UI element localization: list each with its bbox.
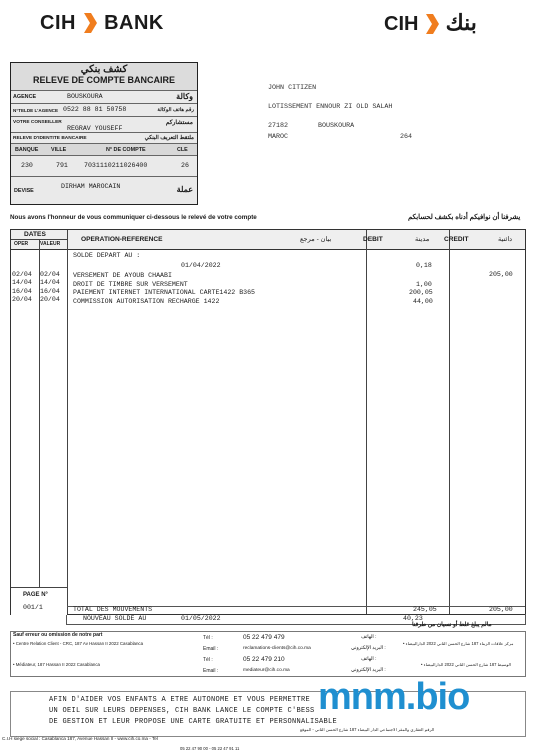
total-movements-label: TOTAL DES MOUVEMENTS bbox=[73, 606, 153, 613]
watermark: mnm.bio bbox=[318, 676, 470, 718]
client-number: 264 bbox=[400, 133, 413, 141]
total-credit: 205,00 bbox=[489, 606, 513, 613]
contact-box: Sauf erreur ou omission de notre part • Centre Relation Client - CRC, 187 Av Hassan II 2022 Casablanca • Médiateur, 187 Hassan II 2022 Casablanca Tél : 05 22 479 479 Email : reclamations-clients@cih.co.ma Tél : 05 22 479 210 Email : mediateur@cih.co.ma الهاتف : البريد الإلكتروني : الهاتف : البريد الإلكتروني : • مركز علاقات الزبناء 187 شارع الحسن الثاني 2022 الدارالبيضاء • الوسيط 187 شارع الحسن الثاني 2022 الدارالبيضاء bbox=[10, 631, 526, 677]
client-name: JOHN CITIZEN bbox=[268, 84, 317, 92]
agency-phone-value: 0522 88 81 50758 bbox=[63, 106, 127, 113]
intro-french: Nous avons l'honneur de vous communiquer ci-dessous le relevé de votre compte bbox=[10, 214, 257, 221]
debit-header: DEBIT bbox=[363, 236, 383, 243]
opening-balance-value: 0,18 bbox=[416, 262, 432, 269]
cih-chevron-icon bbox=[82, 12, 98, 34]
legal-footer-arabic: الرقم العقاري والمقر الاجتماعي الدار البيضاء 187 شارع الحسن الثاني - الموقع bbox=[300, 727, 435, 732]
advisor-value: REGRAV YOUSEFF bbox=[67, 125, 123, 132]
mediator-email[interactable]: mediateur@cih.co.ma bbox=[243, 668, 290, 673]
crc-phone[interactable]: 05 22 479 479 bbox=[243, 634, 285, 641]
page-number-box: PAGE N° 001/1 bbox=[11, 587, 67, 615]
crc-email[interactable]: reclamations-clients@cih.co.ma bbox=[243, 646, 311, 651]
title-french: RELEVE DE COMPTE BANCAIRE bbox=[32, 75, 175, 85]
new-balance-date: 01/05/2022 bbox=[181, 615, 221, 622]
new-balance-value: 40,23 bbox=[403, 615, 423, 622]
operation-header: OPERATION-REFERENCE bbox=[81, 236, 163, 243]
new-balance-label: NOUVEAU SOLDE AU bbox=[83, 615, 147, 622]
intro-arabic: يشرفنا أن نوافيكم أدناه بكشف لحسابكم bbox=[408, 214, 521, 221]
oper-header: OPER bbox=[14, 241, 29, 247]
cih-bank-logo-right: CIH بنك bbox=[384, 10, 477, 35]
page-number: 001/1 bbox=[23, 604, 43, 611]
city-code: 791 bbox=[56, 162, 68, 169]
legal-footer-numbers: 05 22 47 90 00 - 05 22 47 91 11 bbox=[180, 746, 240, 751]
client-address-line: LOTISSEMENT ENNOUR ZI OLD SALAH bbox=[268, 103, 393, 111]
total-debit: 245,05 bbox=[413, 606, 437, 613]
agence-value: BOUSKOURA bbox=[67, 93, 103, 100]
client-city: BOUSKOURA bbox=[318, 122, 355, 130]
account-number: 7031110211026400 bbox=[84, 162, 148, 169]
opening-balance-date: 01/04/2022 bbox=[181, 262, 221, 269]
client-country: MAROC bbox=[268, 133, 289, 141]
credit-header: CREDIT bbox=[444, 236, 469, 243]
rib-key: 26 bbox=[181, 162, 189, 169]
title-arabic: كشف بنكي bbox=[80, 64, 128, 75]
agence-label: AGENCE bbox=[13, 94, 37, 100]
crc-address: • Centre Relation Client - CRC, 187 Av Hassan II 2022 Casablanca bbox=[13, 641, 144, 646]
opening-balance-label: SOLDE DEPART AU : bbox=[73, 252, 141, 259]
cih-bank-logo-left: CIH BANK bbox=[40, 12, 164, 34]
error-note-arabic: مالم يبلغ غلط أو نسيان من طرفنا bbox=[412, 622, 492, 628]
agency-phone-label: N°TELDE L'AGENCE bbox=[13, 108, 59, 113]
promo-box: AFIN D'AIDER VOS ENFANTS A ETRE AUTONOME ET VOUS PERMETTRE UN OEIL SUR LEURS DEPENSES, CIH BANK LANCE LE COMPTE C'BESS DE GESTION ET LEUR PROPOSE UNE CARTE GRATUITE ET PERSONNALISABLE bbox=[10, 691, 526, 737]
advisor-label: VOTRE CONSEILLER bbox=[13, 120, 62, 125]
cih-chevron-icon bbox=[424, 13, 440, 35]
mediator-address: • Médiateur, 187 Hassan II 2022 Casablanca bbox=[13, 662, 100, 667]
mediator-phone[interactable]: 05 22 479 210 bbox=[243, 656, 285, 663]
valeur-header: VALEUR bbox=[40, 241, 61, 247]
legal-footer: C.I.H siege social : Casablanca 187, Avenue Hassan II - www.cih.co.ma - Tel bbox=[2, 736, 158, 741]
account-info-box: كشف بنكي RELEVE DE COMPTE BANCAIRE AGENCE BOUSKOURA وكالة N°TELDE L'AGENCE 0522 88 81 50758 رقم هاتف الوكالة VOTRE CONSEILLER REGRAV YOUSEFF مستشاركم RELEVE D'IDENTITE BANCAIRE ملتقط التعريف البنكي BANQUE VILLE N° DE COMPTE CLE 230 791 7031110211026400 26 DEVISE DIRHAM MAROCAIN عملة bbox=[10, 62, 198, 205]
rib-label: RELEVE D'IDENTITE BANCAIRE bbox=[13, 136, 87, 141]
bank-code: 230 bbox=[21, 162, 33, 169]
client-postal-code: 27182 bbox=[268, 122, 289, 130]
dates-header: DATES bbox=[24, 231, 46, 238]
currency-value: DIRHAM MAROCAIN bbox=[61, 183, 121, 190]
statement-table: DATES OPER VALEUR OPERATION-REFERENCE بيان - مرجع DEBIT مدينة CREDIT دائنية SOLDE DEPART AU : 01/04/2022 0,18 02/04 02/04 VERSEMENT DE AYOUB CHAABI 205,00 14/04 14/04 DROIT DE TIMBRE SUR VERSEMENT 1,00 16/04 16/04 PAIEMENT INTERNET INTERNATIONAL CARTE1422 B365 200,05 20/04 20/04 COMMISSION AUTORISATION RECHARGE 1422 44,00 PAGE N° 001/1 TOTAL DES MOUVEMENTS 245,05 205,00 bbox=[10, 229, 526, 615]
